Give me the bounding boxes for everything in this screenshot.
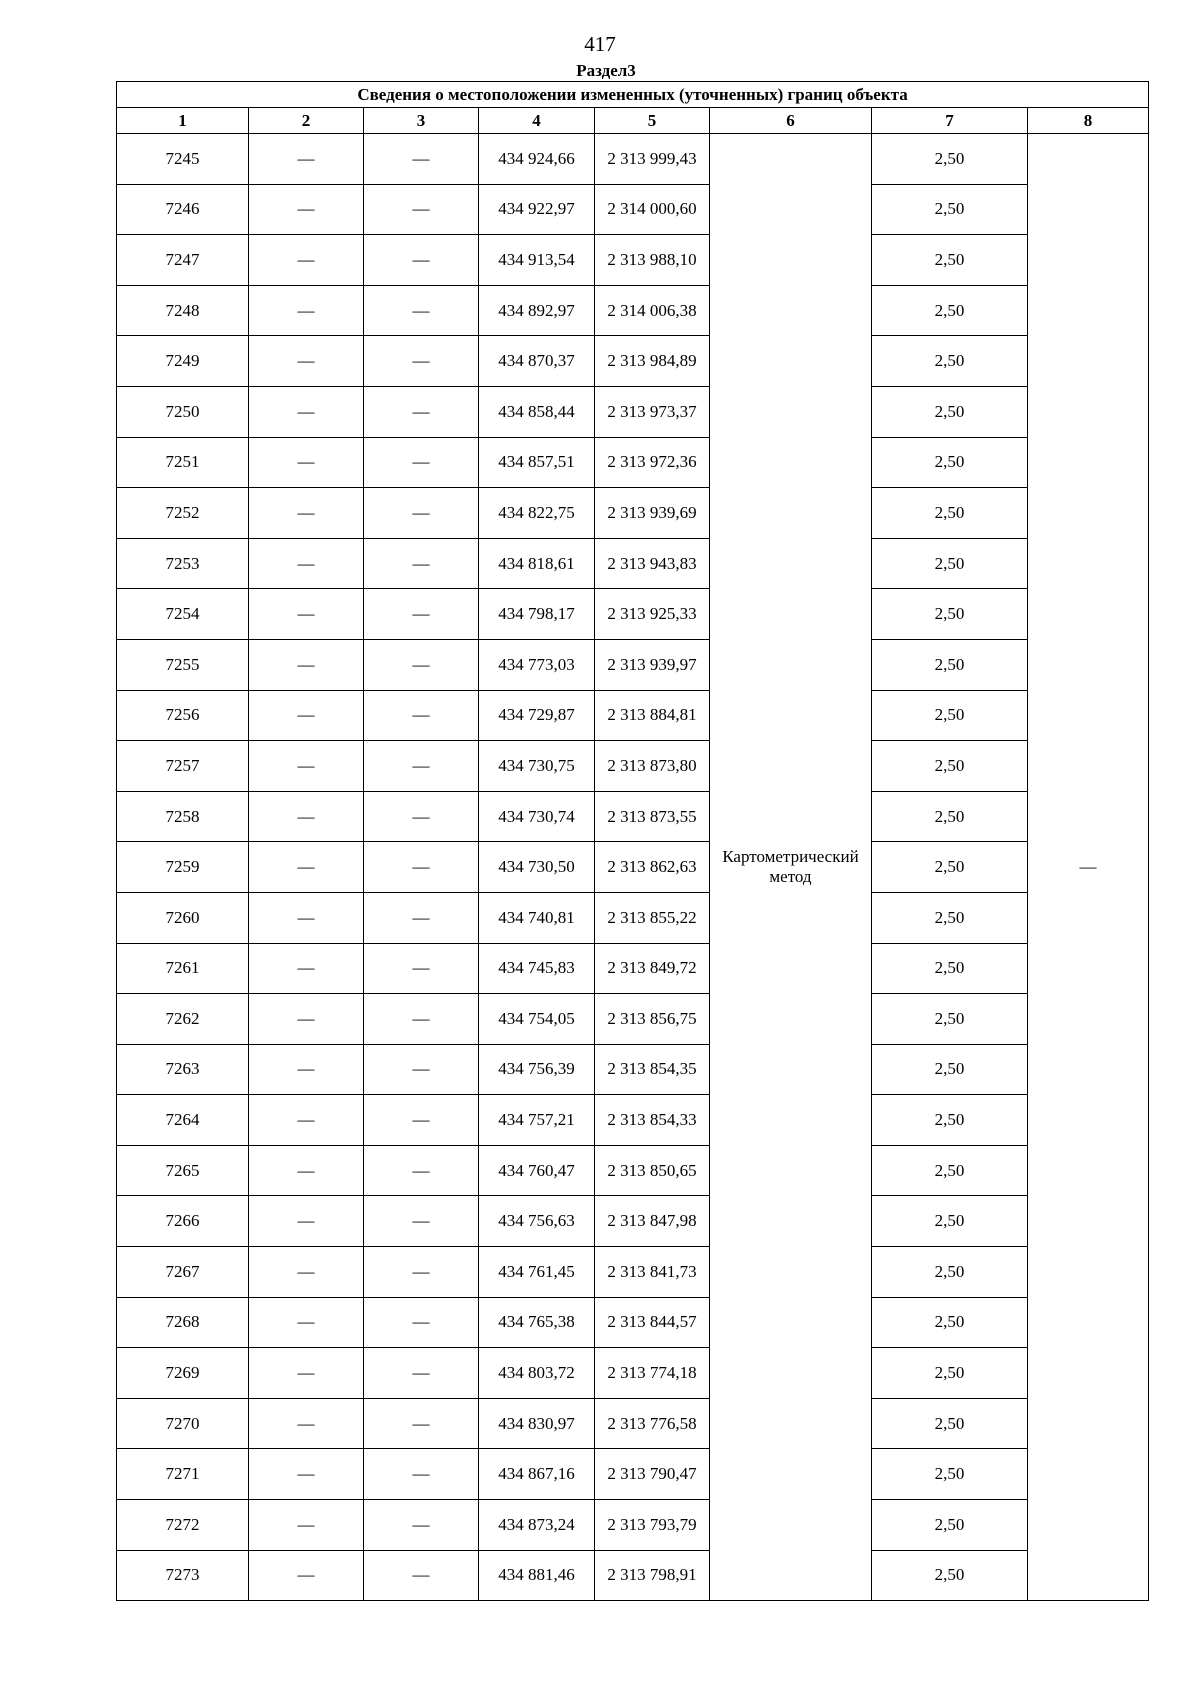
coordinate-y-cell: 2 313 873,80 [595,741,710,792]
coordinate-y-cell: 2 313 972,36 [595,437,710,488]
column-2-cell: — [249,892,364,943]
column-2-cell: — [249,1297,364,1348]
coordinate-y-cell: 2 313 841,73 [595,1247,710,1298]
column-2-cell: — [249,437,364,488]
column-3-cell: — [364,1550,479,1601]
coordinate-y-cell: 2 313 984,89 [595,336,710,387]
method-cell: Картометрический метод [710,134,872,1601]
coordinate-x-cell: 434 830,97 [479,1398,595,1449]
column-3-cell: — [364,1398,479,1449]
coordinate-y-cell: 2 313 939,69 [595,488,710,539]
accuracy-cell: 2,50 [872,1398,1028,1449]
point-number-cell: 7269 [117,1348,249,1399]
table-body [117,134,1149,1601]
coordinate-x-cell: 434 818,61 [479,538,595,589]
column-2-cell: — [249,184,364,235]
column-3-cell: — [364,892,479,943]
coordinate-y-cell: 2 313 844,57 [595,1297,710,1348]
point-number-cell: 7251 [117,437,249,488]
point-number-cell: 7250 [117,386,249,437]
accuracy-cell: 2,50 [872,538,1028,589]
column-2-cell: — [249,386,364,437]
point-number-cell: 7253 [117,538,249,589]
point-number-cell: 7252 [117,488,249,539]
table-row [117,184,1149,235]
coordinate-x-cell: 434 913,54 [479,235,595,286]
coordinate-x-cell: 434 765,38 [479,1297,595,1348]
accuracy-cell: 2,50 [872,943,1028,994]
column-2-cell: — [249,1145,364,1196]
table-row [117,690,1149,741]
table-row [117,1196,1149,1247]
table-row [117,1550,1149,1601]
point-number-cell: 7273 [117,1550,249,1601]
column-3-cell: — [364,1095,479,1146]
coordinate-x-cell: 434 858,44 [479,386,595,437]
accuracy-cell: 2,50 [872,1500,1028,1551]
coordinate-y-cell: 2 313 854,33 [595,1095,710,1146]
column-3-cell: — [364,741,479,792]
accuracy-cell: 2,50 [872,437,1028,488]
accuracy-cell: 2,50 [872,690,1028,741]
point-number-cell: 7267 [117,1247,249,1298]
coordinate-x-cell: 434 756,39 [479,1044,595,1095]
column-3-cell: — [364,1145,479,1196]
accuracy-cell: 2,50 [872,134,1028,185]
column-3-cell: — [364,1247,479,1298]
coordinate-y-cell: 2 313 847,98 [595,1196,710,1247]
table-row [117,1297,1149,1348]
coordinate-x-cell: 434 729,87 [479,690,595,741]
column-3-cell: — [364,791,479,842]
table-row [117,134,1149,185]
accuracy-cell: 2,50 [872,386,1028,437]
coordinate-y-cell: 2 313 774,18 [595,1348,710,1399]
coordinate-x-cell: 434 803,72 [479,1348,595,1399]
coordinate-y-cell: 2 313 856,75 [595,994,710,1045]
table-caption: Сведения о местоположении измененных (уточненных) границ объекта [117,82,1149,108]
coordinate-y-cell: 2 313 850,65 [595,1145,710,1196]
column-3-cell: — [364,1297,479,1348]
coordinate-x-cell: 434 873,24 [479,1500,595,1551]
point-number-cell: 7270 [117,1398,249,1449]
coordinate-x-cell: 434 870,37 [479,336,595,387]
table-row [117,1095,1149,1146]
point-number-cell: 7272 [117,1500,249,1551]
column-8-cell: — [1028,134,1149,1601]
coordinate-y-cell: 2 313 854,35 [595,1044,710,1095]
coordinate-x-cell: 434 756,63 [479,1196,595,1247]
table-row [117,285,1149,336]
table-row [117,892,1149,943]
coordinate-y-cell: 2 313 884,81 [595,690,710,741]
column-2-cell: — [249,842,364,893]
table-row [117,538,1149,589]
coordinate-y-cell: 2 314 006,38 [595,285,710,336]
coordinate-x-cell: 434 881,46 [479,1550,595,1601]
column-3-cell: — [364,1196,479,1247]
point-number-cell: 7268 [117,1297,249,1348]
column-3-cell: — [364,943,479,994]
column-number-1: 1 [117,108,249,134]
coordinate-y-cell: 2 313 798,91 [595,1550,710,1601]
column-2-cell: — [249,1196,364,1247]
column-number-3: 3 [364,108,479,134]
column-2-cell: — [249,994,364,1045]
point-number-cell: 7249 [117,336,249,387]
point-number-cell: 7271 [117,1449,249,1500]
column-3-cell: — [364,1449,479,1500]
table-row [117,741,1149,792]
table-row [117,1348,1149,1399]
coordinate-x-cell: 434 867,16 [479,1449,595,1500]
table-row [117,1044,1149,1095]
column-2-cell: — [249,488,364,539]
point-number-cell: 7254 [117,589,249,640]
coordinate-y-cell: 2 313 939,97 [595,639,710,690]
column-3-cell: — [364,437,479,488]
coordinate-x-cell: 434 745,83 [479,943,595,994]
table-row [117,994,1149,1045]
coordinate-y-cell: 2 313 849,72 [595,943,710,994]
coordinate-y-cell: 2 313 855,22 [595,892,710,943]
accuracy-cell: 2,50 [872,741,1028,792]
column-number-7: 7 [872,108,1028,134]
column-2-cell: — [249,741,364,792]
coordinate-x-cell: 434 760,47 [479,1145,595,1196]
column-2-cell: — [249,285,364,336]
table-row [117,1247,1149,1298]
coordinate-x-cell: 434 730,50 [479,842,595,893]
coordinate-x-cell: 434 761,45 [479,1247,595,1298]
boundary-points-table [116,81,1149,1601]
column-3-cell: — [364,538,479,589]
coordinate-x-cell: 434 740,81 [479,892,595,943]
coordinate-x-cell: 434 892,97 [479,285,595,336]
point-number-cell: 7257 [117,741,249,792]
column-3-cell: — [364,589,479,640]
column-number-4: 4 [479,108,595,134]
point-number-cell: 7246 [117,184,249,235]
column-3-cell: — [364,1348,479,1399]
column-2-cell: — [249,1348,364,1399]
point-number-cell: 7258 [117,791,249,842]
coordinate-y-cell: 2 313 790,47 [595,1449,710,1500]
point-number-cell: 7247 [117,235,249,286]
table-row [117,1449,1149,1500]
table-row [117,235,1149,286]
accuracy-cell: 2,50 [872,1247,1028,1298]
point-number-cell: 7261 [117,943,249,994]
column-3-cell: — [364,842,479,893]
table-row [117,1398,1149,1449]
column-3-cell: — [364,1500,479,1551]
accuracy-cell: 2,50 [872,1297,1028,1348]
accuracy-cell: 2,50 [872,336,1028,387]
coordinate-y-cell: 2 313 973,37 [595,386,710,437]
column-2-cell: — [249,1449,364,1500]
coordinate-x-cell: 434 822,75 [479,488,595,539]
table-row [117,639,1149,690]
column-number-6: 6 [710,108,872,134]
column-3-cell: — [364,690,479,741]
point-number-cell: 7259 [117,842,249,893]
column-3-cell: — [364,285,479,336]
table-row [117,386,1149,437]
accuracy-cell: 2,50 [872,285,1028,336]
accuracy-cell: 2,50 [872,1449,1028,1500]
point-number-cell: 7266 [117,1196,249,1247]
point-number-cell: 7256 [117,690,249,741]
accuracy-cell: 2,50 [872,1095,1028,1146]
coordinate-y-cell: 2 313 999,43 [595,134,710,185]
accuracy-cell: 2,50 [872,488,1028,539]
column-2-cell: — [249,1550,364,1601]
coordinate-x-cell: 434 773,03 [479,639,595,690]
table-row [117,488,1149,539]
accuracy-cell: 2,50 [872,589,1028,640]
column-2-cell: — [249,1044,364,1095]
table-row [117,589,1149,640]
coordinate-y-cell: 2 313 873,55 [595,791,710,842]
coordinate-y-cell: 2 313 776,58 [595,1398,710,1449]
column-3-cell: — [364,184,479,235]
coordinate-y-cell: 2 313 862,63 [595,842,710,893]
column-2-cell: — [249,690,364,741]
point-number-cell: 7248 [117,285,249,336]
table-row [117,336,1149,387]
accuracy-cell: 2,50 [872,235,1028,286]
coordinate-x-cell: 434 857,51 [479,437,595,488]
point-number-cell: 7255 [117,639,249,690]
column-number-2: 2 [249,108,364,134]
point-number-cell: 7245 [117,134,249,185]
column-2-cell: — [249,336,364,387]
coordinate-x-cell: 434 730,75 [479,741,595,792]
point-number-cell: 7263 [117,1044,249,1095]
column-2-cell: — [249,1500,364,1551]
coordinate-x-cell: 434 757,21 [479,1095,595,1146]
column-3-cell: — [364,386,479,437]
table-row [117,943,1149,994]
point-number-cell: 7262 [117,994,249,1045]
table-row [117,1500,1149,1551]
coordinate-x-cell: 434 924,66 [479,134,595,185]
point-number-cell: 7264 [117,1095,249,1146]
column-2-cell: — [249,1247,364,1298]
table-row [117,791,1149,842]
coordinate-y-cell: 2 313 925,33 [595,589,710,640]
column-2-cell: — [249,589,364,640]
column-number-5: 5 [595,108,710,134]
accuracy-cell: 2,50 [872,842,1028,893]
column-3-cell: — [364,994,479,1045]
column-2-cell: — [249,1398,364,1449]
column-3-cell: — [364,1044,479,1095]
point-number-cell: 7260 [117,892,249,943]
column-2-cell: — [249,943,364,994]
column-3-cell: — [364,639,479,690]
coordinate-y-cell: 2 314 000,60 [595,184,710,235]
accuracy-cell: 2,50 [872,1550,1028,1601]
coordinate-x-cell: 434 730,74 [479,791,595,842]
point-number-cell: 7265 [117,1145,249,1196]
column-3-cell: — [364,488,479,539]
accuracy-cell: 2,50 [872,1145,1028,1196]
table-row [117,842,1149,893]
coordinate-x-cell: 434 922,97 [479,184,595,235]
column-2-cell: — [249,235,364,286]
accuracy-cell: 2,50 [872,1044,1028,1095]
column-2-cell: — [249,1095,364,1146]
coordinate-y-cell: 2 313 793,79 [595,1500,710,1551]
accuracy-cell: 2,50 [872,892,1028,943]
coordinate-y-cell: 2 313 943,83 [595,538,710,589]
page-number: 417 [584,32,616,56]
column-number-8: 8 [1028,108,1149,134]
accuracy-cell: 2,50 [872,1196,1028,1247]
accuracy-cell: 2,50 [872,994,1028,1045]
accuracy-cell: 2,50 [872,639,1028,690]
section-title: Раздел3 [576,61,636,80]
table-row [117,1145,1149,1196]
accuracy-cell: 2,50 [872,184,1028,235]
coordinate-x-cell: 434 754,05 [479,994,595,1045]
coordinate-y-cell: 2 313 988,10 [595,235,710,286]
column-2-cell: — [249,538,364,589]
column-2-cell: — [249,639,364,690]
column-2-cell: — [249,791,364,842]
column-3-cell: — [364,235,479,286]
column-3-cell: — [364,134,479,185]
accuracy-cell: 2,50 [872,791,1028,842]
column-3-cell: — [364,336,479,387]
table-row [117,437,1149,488]
column-2-cell: — [249,134,364,185]
accuracy-cell: 2,50 [872,1348,1028,1399]
coordinate-x-cell: 434 798,17 [479,589,595,640]
